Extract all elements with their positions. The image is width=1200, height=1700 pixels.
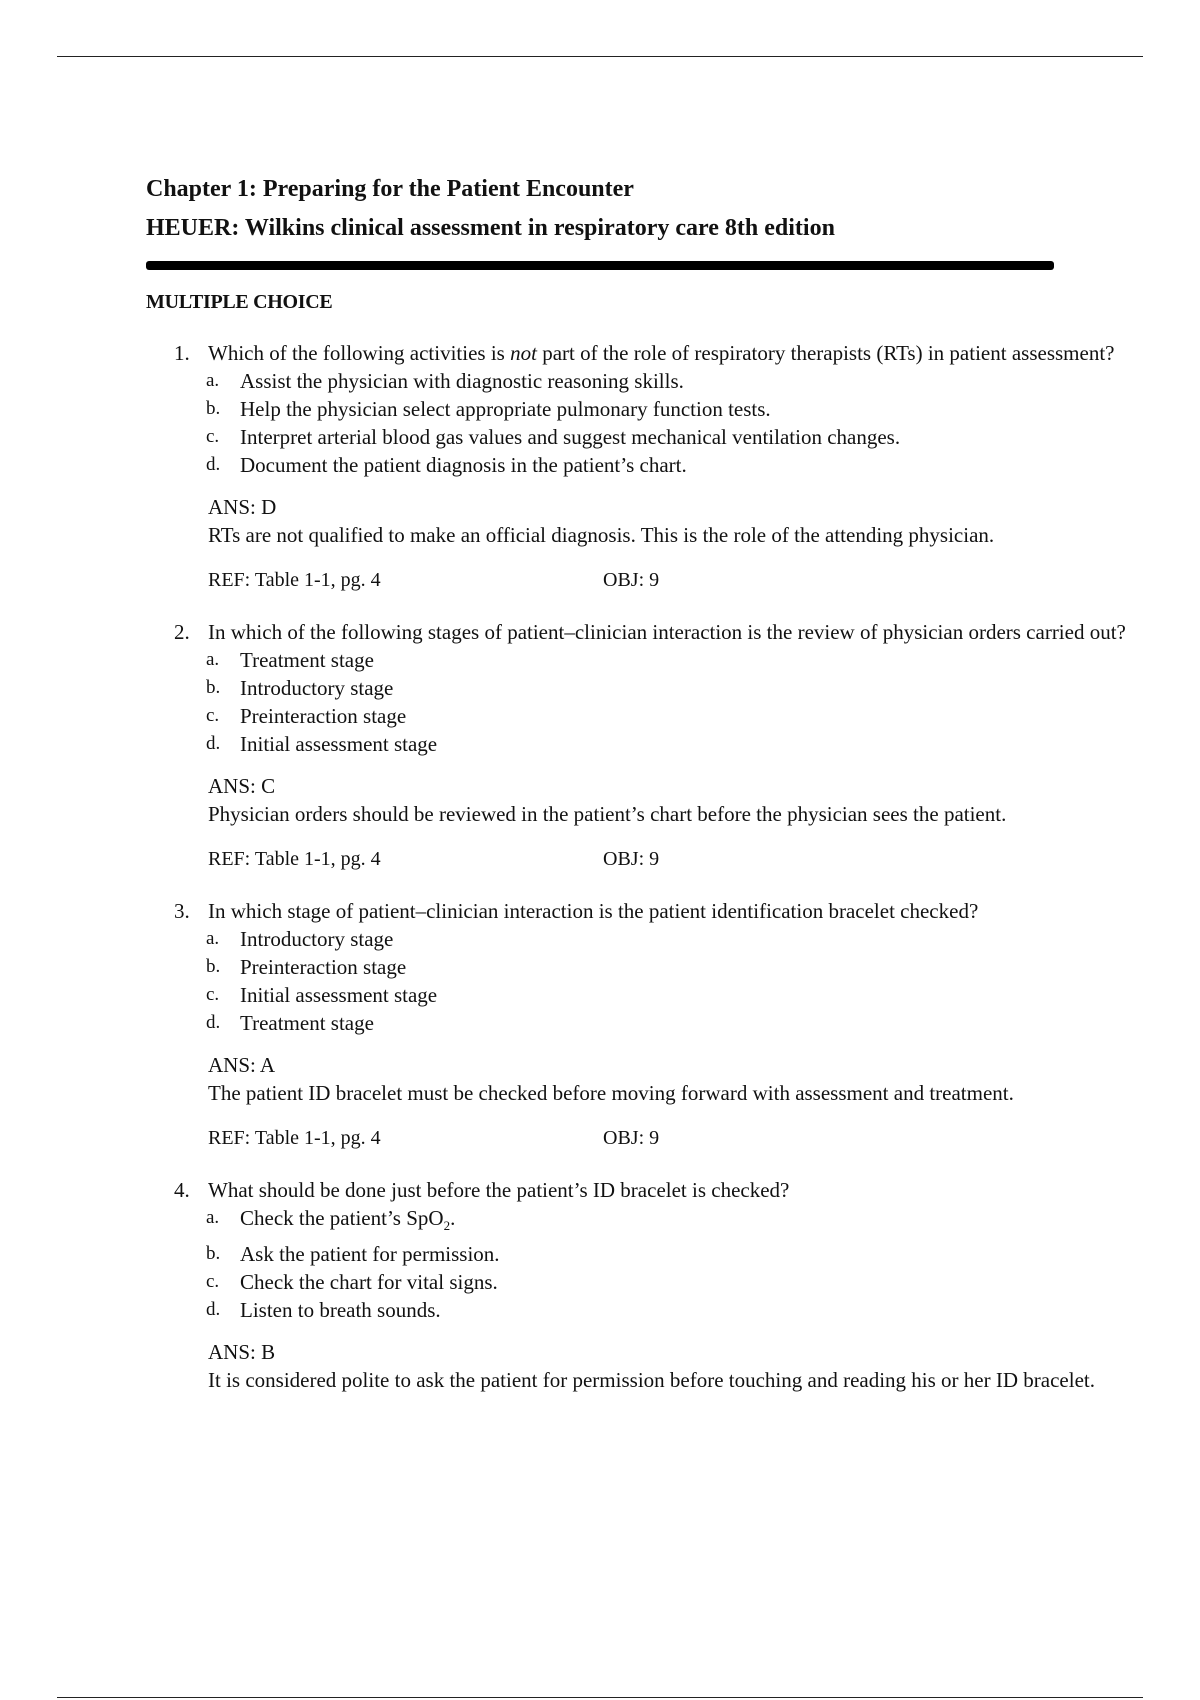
- choice-d: [208, 730, 1126, 758]
- rationale: It is considered polite to ask the patient for permission before touching and reading his or her ID bracelet.: [208, 1368, 1095, 1393]
- question-2: [146, 619, 1126, 874]
- choice-d: [208, 1296, 1126, 1324]
- choice-list: [208, 646, 1126, 758]
- choice-list: [208, 925, 1126, 1037]
- choice-text: Treatment stage: [240, 1011, 374, 1035]
- question-4: [146, 1177, 1126, 1394]
- choice-d: [208, 1009, 1126, 1037]
- answer-block: [208, 493, 1126, 549]
- header-divider: [146, 261, 1054, 270]
- choice-text: Introductory stage: [240, 927, 394, 951]
- chapter-title: Chapter 1: Preparing for the Patient Encounter: [146, 176, 634, 202]
- objective: OBJ: 9: [603, 569, 660, 591]
- choice-letter: a.: [206, 1207, 220, 1228]
- choice-list: [208, 367, 1126, 479]
- question-number: 4.: [174, 1178, 190, 1202]
- reference: REF: Table 1-1, pg. 4: [208, 848, 381, 870]
- choice-letter: d.: [206, 454, 221, 475]
- choice-text: Initial assessment stage: [240, 983, 438, 1007]
- objective: OBJ: 9: [603, 1127, 660, 1149]
- choice-text: Interpret arterial blood gas values and suggest mechanical ventilation changes.: [240, 425, 901, 449]
- choice-text: Initial assessment stage: [240, 732, 438, 756]
- choice-b: [208, 395, 1126, 423]
- choice-c: [208, 1268, 1126, 1296]
- question-stem: What should be done just before the patient’s ID bracelet is checked?: [208, 1178, 790, 1202]
- answer-block: [208, 772, 1126, 828]
- reference-row: [208, 1125, 1126, 1153]
- choice-text: Preinteraction stage: [240, 704, 407, 728]
- answer-block: [208, 1338, 1126, 1394]
- rationale: Physician orders should be reviewed in the patient’s chart before the physician sees the patient.: [208, 802, 1007, 826]
- choice-text: Help the physician select appropriate pulmonary function tests.: [240, 397, 771, 421]
- choice-text: Check the chart for vital signs.: [240, 1270, 498, 1295]
- rationale: The patient ID bracelet must be checked before moving forward with assessment and treatment.: [208, 1081, 1014, 1105]
- choice-letter: b.: [206, 956, 221, 977]
- question-number: 3.: [174, 899, 190, 923]
- answer-key: ANS: A: [208, 1053, 276, 1077]
- choice-letter: d.: [206, 1299, 221, 1321]
- question-3: [146, 898, 1126, 1153]
- choice-letter: c.: [206, 705, 220, 726]
- reference-row: [208, 567, 1126, 595]
- choice-text-main: Check the patient’s SpO: [240, 1206, 444, 1230]
- choice-letter: d.: [206, 733, 221, 754]
- choice-letter: a.: [206, 370, 220, 391]
- answer-key: ANS: C: [208, 774, 276, 798]
- choice-d: [208, 451, 1126, 479]
- choice-a: [208, 646, 1126, 674]
- question-stem: [208, 340, 1126, 367]
- choice-text: Introductory stage: [240, 676, 394, 700]
- choice-b: [208, 953, 1126, 981]
- choice-a: [208, 925, 1126, 953]
- choice-c: [208, 423, 1126, 451]
- choice-text: Treatment stage: [240, 648, 374, 672]
- question-number: 1.: [174, 341, 190, 365]
- choice-c: [208, 981, 1126, 1009]
- choice-letter: b.: [206, 398, 221, 419]
- reference-row: [208, 846, 1126, 874]
- section-heading: MULTIPLE CHOICE: [146, 291, 333, 313]
- choice-letter: b.: [206, 1243, 221, 1265]
- stem-emphasis: not: [510, 341, 537, 365]
- top-rule: [57, 56, 1143, 57]
- bottom-rule: [57, 1697, 1143, 1698]
- choice-text: Preinteraction stage: [240, 955, 407, 979]
- stem-text: Which of the following activities is: [208, 341, 511, 365]
- choice-list: [208, 1204, 1126, 1324]
- rationale: RTs are not qualified to make an official diagnosis. This is the role of the attending physician.: [208, 523, 995, 547]
- book-title: HEUER: Wilkins clinical assessment in respiratory care 8th edition: [146, 215, 835, 241]
- subscript: 2: [443, 1218, 451, 1234]
- objective: OBJ: 9: [603, 848, 660, 870]
- choice-letter: c.: [206, 426, 220, 447]
- choice-b: [208, 674, 1126, 702]
- reference: REF: Table 1-1, pg. 4: [208, 1127, 381, 1149]
- choice-letter: c.: [206, 984, 220, 1005]
- choice-text: Ask the patient for permission.: [240, 1242, 500, 1267]
- choice-text: [240, 1206, 456, 1234]
- choice-text: Assist the physician with diagnostic reasoning skills.: [240, 369, 684, 393]
- choice-text: Document the patient diagnosis in the patient’s chart.: [240, 453, 687, 477]
- choice-text: Listen to breath sounds.: [240, 1298, 441, 1323]
- choice-a: [208, 367, 1126, 395]
- choice-a: [208, 1204, 1126, 1240]
- choice-letter: c.: [206, 1271, 220, 1293]
- choice-letter: a.: [206, 649, 220, 670]
- answer-key: ANS: B: [208, 1340, 276, 1365]
- choice-text-end: .: [450, 1206, 456, 1230]
- choice-letter: b.: [206, 677, 221, 698]
- reference: REF: Table 1-1, pg. 4: [208, 569, 381, 591]
- choice-letter: a.: [206, 928, 220, 949]
- question-stem: In which stage of patient–clinician interaction is the patient identification bracelet checked?: [208, 899, 979, 923]
- question-stem: In which of the following stages of patient–clinician interaction is the review of physician orders carried out?: [208, 620, 1126, 644]
- answer-key: ANS: D: [208, 495, 277, 519]
- choice-letter: d.: [206, 1012, 221, 1033]
- choice-c: [208, 702, 1126, 730]
- document-page: [146, 172, 1126, 1394]
- choice-b: [208, 1240, 1126, 1268]
- answer-block: [208, 1051, 1126, 1107]
- question-number: 2.: [174, 620, 190, 644]
- question-1: [146, 340, 1126, 595]
- stem-text: part of the role of respiratory therapists (RTs) in patient assessment?: [536, 341, 1115, 365]
